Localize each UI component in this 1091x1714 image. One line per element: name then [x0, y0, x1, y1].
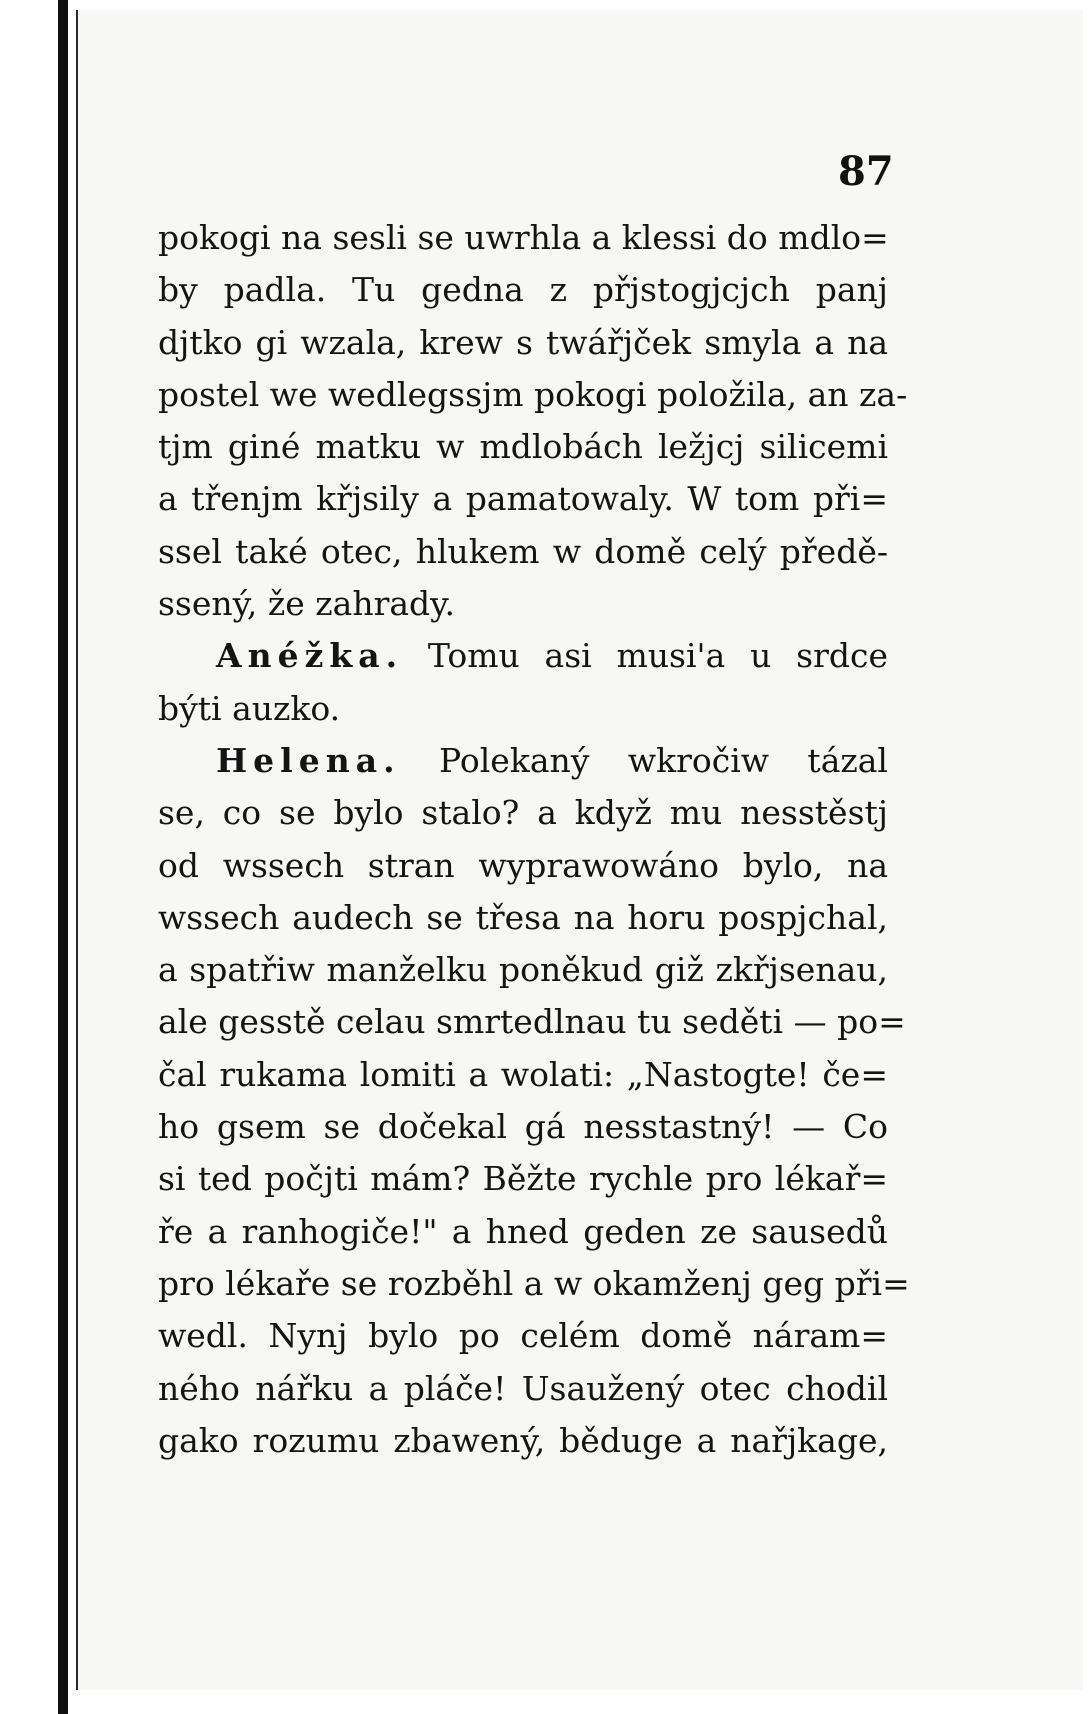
helena-line-6: ale gesstě celau smrtedlnau tu seděti — po=: [158, 1002, 906, 1042]
anezka-line-2: býti auzko.: [158, 688, 341, 728]
text-line-8: ssený, že zahrady.: [158, 584, 455, 624]
helena-line-10: ře a ranhogiče!" a hned geden ze sausedů: [158, 1211, 888, 1251]
helena-line-9: si ted počjti mám? Běžte rychle pro lékař=: [158, 1159, 888, 1199]
helena-line-7: čal rukama lomiti a wolati: „Nastogte! če=: [158, 1054, 888, 1094]
text-line-5: tjm giné matku w mdlobách ležjcj silicemi: [158, 427, 888, 467]
page-number: 87: [838, 148, 894, 195]
helena-line-14: gako rozumu zbawený, běduge a nařjkage,: [158, 1420, 888, 1460]
speaker-helena: Helena.: [216, 740, 401, 780]
left-binding-edge: [0, 0, 66, 1714]
helena-line-1: [158, 735, 888, 787]
helena-line-12: wedl. Nynj bylo po celém domě náram=: [158, 1316, 888, 1356]
text-line-6: a třenjm křjsily a pamatowaly. W tom při=: [158, 479, 888, 519]
text-line-7: ssel také otec, hlukem w domě celý předě-: [158, 531, 888, 571]
page-text: [158, 212, 910, 1467]
helena-line-3: od wssech stran wyprawowáno bylo, na: [158, 845, 888, 885]
anezka-text: Tomu asi musi'a u srdce: [427, 636, 888, 676]
helena-line-11: pro lékaře se rozběhl a w okamženj geg při=: [158, 1263, 910, 1303]
helena-line-8: ho gsem se dočekal gá nesstastný! — Co: [158, 1107, 888, 1147]
text-line-2: by padla. Tu gedna z přjstogjcjch panj: [158, 270, 888, 310]
helena-line-2: se, co se bylo stalo? a když mu nesstěstj: [158, 793, 888, 833]
text-line-1: pokogi na sesli se uwrhla a klessi do mdlo=: [158, 218, 889, 257]
helena-text: Polekaný wkročiw tázal: [439, 740, 888, 780]
text-line-3: djtko gi wzala, krew s twářjček smyla a na: [158, 322, 888, 362]
speaker-anezka: Anéžka.: [216, 636, 404, 676]
helena-line-13: ného nářku a pláče! Usaužený otec chodil: [158, 1368, 888, 1408]
helena-line-5: a spatřiw manželku poněkud giž zkřjsenau,: [158, 950, 888, 990]
helena-line-4: wssech audech se třesa na horu pospjchal,: [158, 897, 888, 937]
text-line-4: postel we wedlegssjm pokogi položila, an za-: [158, 374, 908, 414]
anezka-line-1: [158, 630, 888, 682]
